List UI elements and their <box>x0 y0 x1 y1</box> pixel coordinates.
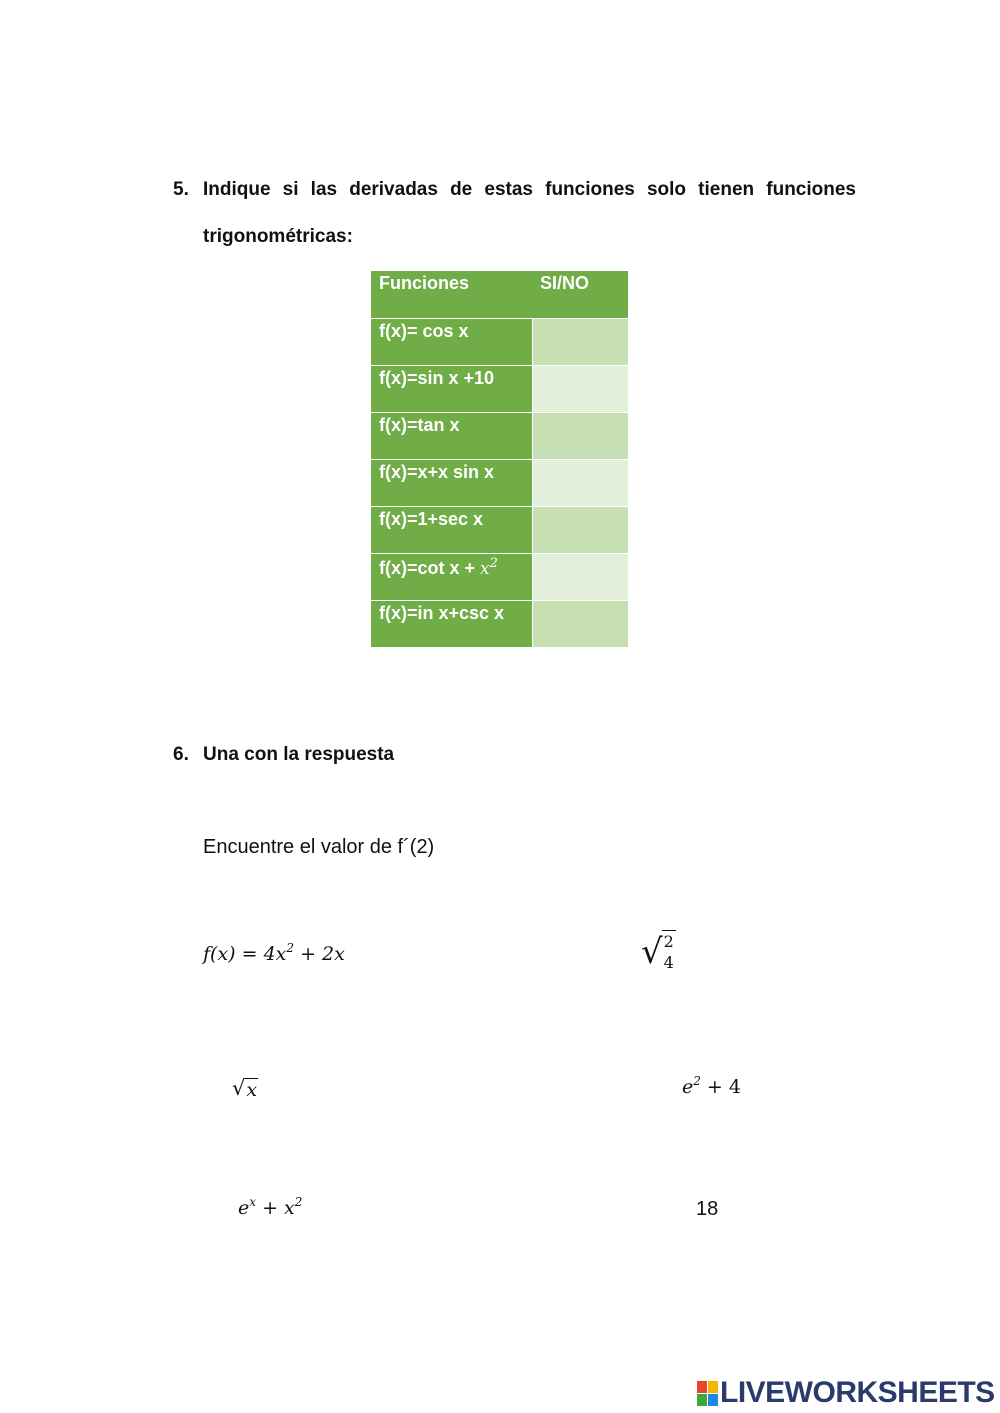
answer-cell[interactable] <box>532 459 628 506</box>
match-right-item-1[interactable] <box>641 930 676 973</box>
expression-exponent: 2 <box>693 1074 701 1088</box>
function-cell: f(x)= cos x <box>371 318 532 365</box>
radical-sign-icon: √ <box>232 1076 246 1100</box>
function-cell <box>371 553 532 600</box>
table-row <box>371 600 628 647</box>
fraction-denominator: 4 <box>663 953 674 972</box>
logo-mark-icon <box>697 1381 718 1406</box>
table-row <box>371 506 628 553</box>
function-cell: f(x)=x+x sin x <box>371 459 532 506</box>
expression-part: + x <box>256 1197 295 1219</box>
match-right-item-3[interactable]: 18 <box>696 1198 719 1220</box>
answer-cell[interactable] <box>532 412 628 459</box>
answer-input[interactable] <box>533 366 629 412</box>
function-math-exponent: 2 <box>489 555 498 571</box>
expression-exponent: 2 <box>294 1195 303 1209</box>
answer-input[interactable] <box>533 507 629 553</box>
answer-input[interactable] <box>533 319 629 365</box>
header-si-no: SI/NO <box>532 271 628 318</box>
logo-square-icon <box>708 1381 718 1393</box>
question-5-text-line2: trigonométricas: <box>203 226 353 247</box>
question-6-number: 6. <box>173 744 189 765</box>
expression-part: + 4 <box>700 1076 741 1098</box>
answer-cell[interactable] <box>532 600 628 647</box>
table-row <box>371 412 628 459</box>
answer-cell[interactable] <box>532 318 628 365</box>
expression-part: f(x) = 4x <box>203 943 287 965</box>
expression-exponent: x <box>249 1195 257 1209</box>
answer-input[interactable] <box>533 601 629 647</box>
answer-input[interactable] <box>533 554 629 600</box>
answer-cell[interactable] <box>532 553 628 600</box>
liveworksheets-logo <box>697 1376 995 1410</box>
logo-square-icon <box>697 1381 707 1393</box>
function-cell: f(x)=in x+csc x <box>371 600 532 647</box>
function-cell: f(x)=sin x +10 <box>371 365 532 412</box>
answer-input[interactable] <box>533 460 629 506</box>
question-5-number: 5. <box>173 179 189 200</box>
expression-base: e <box>682 1076 694 1098</box>
match-right-item-2[interactable] <box>682 1076 741 1098</box>
match-left-item-2[interactable] <box>232 1076 258 1101</box>
answer-cell[interactable] <box>532 506 628 553</box>
logo-square-icon <box>697 1394 707 1406</box>
function-math-base: x <box>480 558 490 579</box>
match-left-item-3[interactable] <box>238 1197 302 1219</box>
answer-input[interactable] <box>533 413 629 459</box>
match-left-item-1[interactable] <box>203 943 345 965</box>
expression-exponent: 2 <box>286 941 295 955</box>
answer-cell[interactable] <box>532 365 628 412</box>
function-cell: f(x)=tan x <box>371 412 532 459</box>
table-row <box>371 459 628 506</box>
expression-base: e <box>238 1197 250 1219</box>
header-functions: Funciones <box>371 271 532 318</box>
radical-sign-icon: √ <box>641 931 663 972</box>
function-text: f(x)=cot x + <box>379 557 481 578</box>
logo-text: LIVEWORKSHEETS <box>720 1376 995 1409</box>
logo-square-icon <box>708 1394 718 1406</box>
square-root-fraction <box>641 930 676 973</box>
expression-part: + 2x <box>294 943 345 965</box>
table-row <box>371 318 628 365</box>
question-6-instruction: Encuentre el valor de f´(2) <box>203 836 435 858</box>
question-5-text-line1: Indique si las derivadas de estas funciones solo tienen funciones <box>203 179 856 200</box>
fraction <box>662 930 676 973</box>
fraction-numerator: 2 <box>663 932 674 951</box>
table-row <box>371 553 628 600</box>
functions-table <box>371 271 628 647</box>
square-root <box>232 1076 258 1101</box>
table-header-row <box>371 271 628 318</box>
function-cell: f(x)=1+sec x <box>371 506 532 553</box>
radicand: x <box>246 1079 258 1101</box>
table-row <box>371 365 628 412</box>
question-6-title: Una con la respuesta <box>203 744 395 765</box>
